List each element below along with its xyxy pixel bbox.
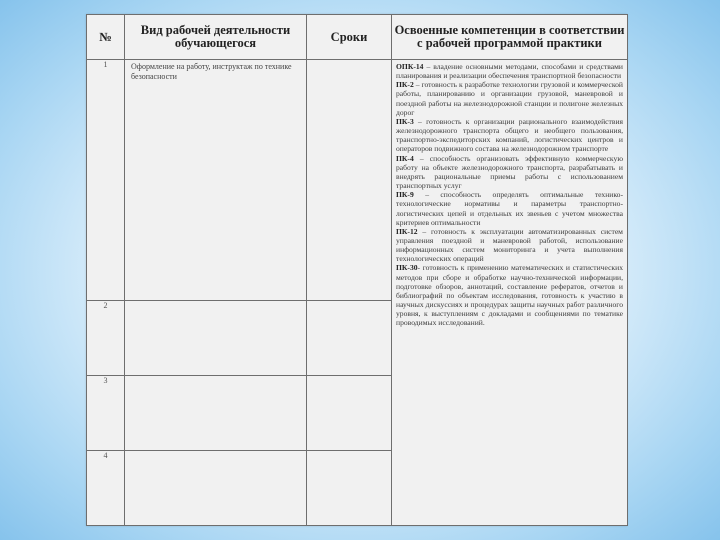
competency-text: – готовность к разработке технологии грузовой и коммерческой работы, планированию и организации грузовой, маневровой и поездной работы на железнодорожной станции и полигоне железных дорог xyxy=(396,80,623,117)
row-number: 3 xyxy=(87,375,125,450)
competency-code: ПК-9 xyxy=(396,190,414,200)
competency-text: - готовность к применению математических и статистических методов при сборе и обработке научно-технической информации, подготовке обзоров, аннотаций, составление рефератов, отчетов и библиографий по объектам исследования, готовность к участию в научных дискуссиях и процедурах защиты научных работ различного уровня, к выступлениям с докладами и сообщениями по тематике проводимых исследований. xyxy=(396,263,623,328)
competency-item xyxy=(396,190,623,227)
competency-code: ПК-3 xyxy=(396,116,414,126)
competency-code: ПК-4 xyxy=(396,153,414,163)
row-activity xyxy=(125,450,307,525)
competencies-cell xyxy=(392,60,628,526)
row-terms xyxy=(307,375,392,450)
row-terms xyxy=(307,301,392,376)
competency-text: – владение основными методами, способами и средствами планирования и реализации обеспечения транспортной безопасности xyxy=(396,62,623,81)
row-activity: Оформление на работу, инструктаж по технике безопасности xyxy=(125,60,307,301)
competency-code: ПК-2 xyxy=(396,80,414,90)
row-terms xyxy=(307,450,392,525)
row-activity xyxy=(125,375,307,450)
competency-item xyxy=(396,263,623,327)
header-number: № xyxy=(87,15,125,60)
competency-text: – готовность к эксплуатации автоматизированных систем управления поездной и маневровой работой, использование информационных систем мониторинга и учета выполнения технологических операций xyxy=(396,226,623,264)
table-row xyxy=(87,60,628,301)
header-competencies: Освоенные компетенции в соответствии с рабочей программой практики xyxy=(392,15,628,60)
row-number: 4 xyxy=(87,450,125,525)
competency-code: ПК-30 xyxy=(396,263,418,273)
practice-table xyxy=(86,14,628,526)
table-header-row xyxy=(87,15,628,60)
competency-item xyxy=(396,227,623,264)
competency-item xyxy=(396,117,623,154)
header-activity: Вид рабочей деятельности обучающегося xyxy=(125,15,307,60)
competency-text: – способность организовать эффективную коммерческую работу на объекте железнодорожного транспорта, разрабатывать и внедрять рациональные приемы работы с использованием транспортных услуг xyxy=(396,153,623,191)
row-activity xyxy=(125,301,307,376)
row-terms xyxy=(307,60,392,301)
competency-item xyxy=(396,62,623,80)
competency-text: – готовность к организации рационального взаимодействия железнодорожного транспорта общего и необщего пользования, транспортно-экспедиторских компаний, логистических центров и операторов подвижного состава на железнодорожном транспорте xyxy=(396,116,623,154)
header-terms: Сроки xyxy=(307,15,392,60)
row-number: 1 xyxy=(87,60,125,301)
row-number: 2 xyxy=(87,301,125,376)
competency-code: ПК-12 xyxy=(396,226,418,236)
competency-text: – способность определять оптимальные технико-технологические нормативы и параметры транспортно-логистических цепей и отдельных их звеньев с учетом множества критериев оптимальности xyxy=(396,190,623,227)
competency-code: ОПК-14 xyxy=(396,62,424,71)
competency-item xyxy=(396,80,623,117)
document-page xyxy=(86,14,627,526)
competency-item xyxy=(396,154,623,191)
